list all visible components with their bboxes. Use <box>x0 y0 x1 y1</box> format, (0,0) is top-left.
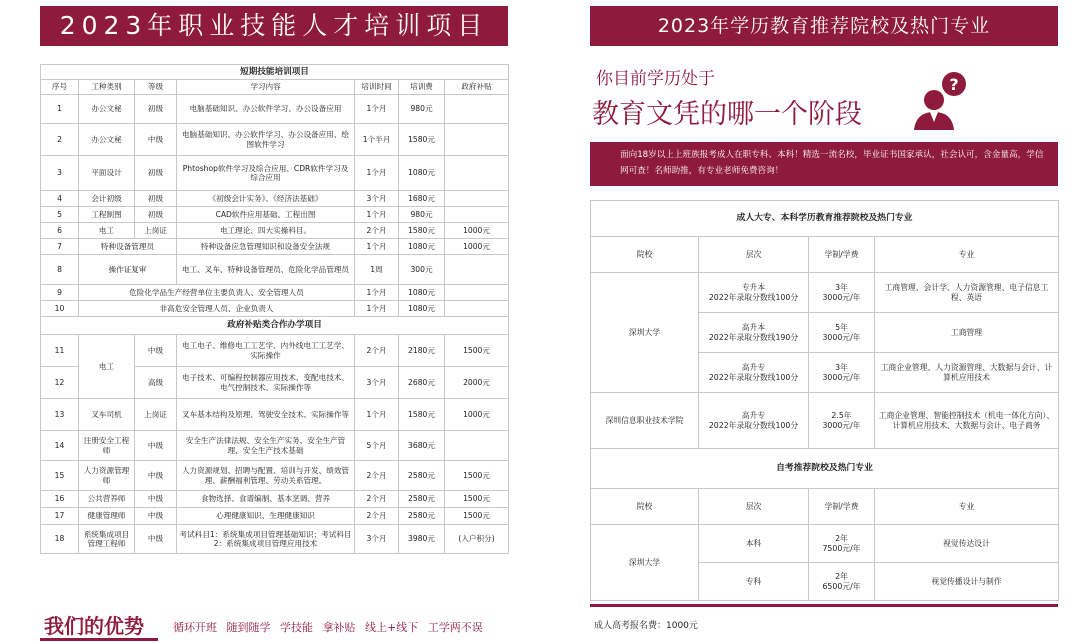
table-row <box>41 95 509 124</box>
table-cell: 5 <box>41 207 79 223</box>
table-cell: Phtoshop软件学习及综合应用、CDR软件学习及综合应用 <box>177 156 355 191</box>
table-cell: 2个月 <box>355 461 399 491</box>
table-header-row <box>591 237 1059 273</box>
table-cell: 1个半月 <box>355 124 399 156</box>
table-cell: 1个月 <box>355 207 399 223</box>
table-cell: 操作证复审 <box>79 255 177 285</box>
table-cell: 电工电子、维修电工工艺学、内外线电工工艺学、实际操作 <box>177 335 355 367</box>
table-row <box>41 431 509 461</box>
education-panel <box>590 6 1058 642</box>
table-cell: 1个月 <box>355 239 399 255</box>
header-cell: 院校 <box>591 489 699 525</box>
registration-fee-note: 成人高考报名费：1000元 <box>594 621 698 631</box>
svg-text:?: ? <box>949 75 959 94</box>
table-cell: 非高危安全管理人员、企业负责人 <box>79 301 355 317</box>
major-cell: 视觉传达设计 <box>875 525 1059 563</box>
table-cell: 3个月 <box>355 367 399 399</box>
major-cell: 工商管理 <box>875 313 1059 353</box>
table-header-row <box>591 489 1059 525</box>
table-cell: 电脑基础知识、办公软件学习、办公设备应用、绘图软件学习 <box>177 124 355 156</box>
table-cell: 1周 <box>355 255 399 285</box>
intro-banner: 面向18岁以上上班族报考成人在职专科、本科！精选一流名校，毕业证书国家承认，社会认可，含金量高，学信网可查！名师助推，有专业老师免费咨询！ <box>590 142 1058 186</box>
table-cell: CAD软件应用基础、工程出图 <box>177 207 355 223</box>
fee-cell: 2年 6500元/年 <box>809 563 875 601</box>
table-cell: 2个月 <box>355 223 399 239</box>
table-cell: 1000元 <box>445 399 509 431</box>
table-cell: 6 <box>41 223 79 239</box>
person-question-icon <box>912 70 972 132</box>
table-cell: 1080元 <box>399 156 445 191</box>
table-cell: 危险化学品生产经营单位主要负责人、安全管理人员 <box>79 285 355 301</box>
school-cell: 深圳信息职业技术学院 <box>591 393 699 449</box>
table-cell: 2180元 <box>399 335 445 367</box>
table-cell: 中级 <box>135 461 177 491</box>
table-cell: 中级 <box>135 508 177 525</box>
table-row <box>41 461 509 491</box>
table-cell: 电脑基础知识、办公软件学习、办公设备应用 <box>177 95 355 124</box>
table-row <box>591 273 1059 313</box>
table-cell: 1个月 <box>355 285 399 301</box>
table-cell: 3个月 <box>355 191 399 207</box>
table-cell: 初级 <box>135 191 177 207</box>
header-cell: 序号 <box>41 80 79 95</box>
table-cell: 中级 <box>135 491 177 508</box>
level-cell: 高升本 2022年录取分数线190分 <box>699 313 809 353</box>
table-row <box>41 191 509 207</box>
table-cell: 4 <box>41 191 79 207</box>
table-cell: 公共营养师 <box>79 491 135 508</box>
header-cell: 培训费 <box>399 80 445 95</box>
table-cell: 办公文秘 <box>79 124 135 156</box>
table-cell: 1个月 <box>355 95 399 124</box>
table-row <box>41 156 509 191</box>
table-cell: 1500元 <box>445 508 509 525</box>
advantages-bar <box>40 610 508 642</box>
table-cell: 中级 <box>135 124 177 156</box>
table-cell: 中级 <box>135 431 177 461</box>
table-cell: 2580元 <box>399 508 445 525</box>
section-title-subsidy: 政府补贴类合作办学项目 <box>41 317 509 335</box>
table-cell: 300元 <box>399 255 445 285</box>
table-cell <box>445 95 509 124</box>
fee-cell: 2.5年 3000元/年 <box>809 393 875 449</box>
table-row <box>41 285 509 301</box>
table-cell: 16 <box>41 491 79 508</box>
table-cell: 2580元 <box>399 461 445 491</box>
section-header-row <box>591 449 1059 489</box>
table-cell: 1个月 <box>355 301 399 317</box>
table-cell <box>445 191 509 207</box>
table-cell: 上岗证 <box>135 223 177 239</box>
table-row <box>41 525 509 554</box>
table-cell: 1680元 <box>399 191 445 207</box>
section-title-adult: 成人大专、本科学历教育推荐院校及热门专业 <box>591 201 1059 237</box>
table-cell: 考试科目1：系统集成项目管理基础知识；考试科目2：系统集成项目管理应用技术 <box>177 525 355 554</box>
table-cell: 980元 <box>399 95 445 124</box>
major-cell: 工商管理、会计学、人力资源管理、电子信息工程、英语 <box>875 273 1059 313</box>
table-cell <box>445 207 509 223</box>
education-banner-title: 2023年学历教育推荐院校及热门专业 <box>590 6 1058 46</box>
table-cell: 1500元 <box>445 491 509 508</box>
table-cell: 《初级会计实务》、《经济法基础》 <box>177 191 355 207</box>
fee-cell: 5年 3000元/年 <box>809 313 875 353</box>
table-row <box>41 239 509 255</box>
table-cell: 1000元 <box>445 239 509 255</box>
table-cell: 电子技术、可编程控制器应用技术、变配电技术、电气控制技术、实际操作等 <box>177 367 355 399</box>
table-cell: 特种设备应急管理知识和设备安全法规 <box>177 239 355 255</box>
vocational-training-panel <box>40 6 508 642</box>
table-cell: 2个月 <box>355 491 399 508</box>
table-cell: 2个月 <box>355 508 399 525</box>
table-cell: 初级 <box>135 95 177 124</box>
table-cell: 1080元 <box>399 301 445 317</box>
level-cell: 专科 <box>699 563 809 601</box>
table-row <box>41 335 509 367</box>
table-cell: 1500元 <box>445 335 509 367</box>
table-cell: 叉车司机 <box>79 399 135 431</box>
major-cell: 工商企业管理、人力资源管理、大数据与会计、计算机应用技术 <box>875 353 1059 393</box>
divider-rule <box>590 604 1058 607</box>
table-row <box>41 491 509 508</box>
table-cell: 1080元 <box>399 285 445 301</box>
table-cell: 9 <box>41 285 79 301</box>
table-cell: 2680元 <box>399 367 445 399</box>
table-cell <box>445 431 509 461</box>
table-cell: 注册安全工程师 <box>79 431 135 461</box>
section-title-short-term: 短期技能培训项目 <box>41 65 509 80</box>
table-cell: 办公文秘 <box>79 95 135 124</box>
table-cell: 高级 <box>135 367 177 399</box>
fee-cell: 3年 3000元/年 <box>809 273 875 313</box>
table-cell: (入户积分) <box>445 525 509 554</box>
table-cell: 11 <box>41 335 79 367</box>
table-cell: 安全生产法律法规、安全生产实务、安全生产管理、安全生产技术基础 <box>177 431 355 461</box>
table-cell: 15 <box>41 461 79 491</box>
table-cell: 健康管理师 <box>79 508 135 525</box>
table-row <box>41 301 509 317</box>
table-cell: 3 <box>41 156 79 191</box>
level-cell: 专升本 2022年录取分数线100分 <box>699 273 809 313</box>
table-cell: 1080元 <box>399 239 445 255</box>
table-cell: 初级 <box>135 156 177 191</box>
table-cell: 中级 <box>135 335 177 367</box>
table-row <box>41 207 509 223</box>
table-cell: 电工理论、四大实操科目。 <box>177 223 355 239</box>
table-cell: 12 <box>41 367 79 399</box>
header-cell: 专业 <box>875 489 1059 525</box>
header-cell: 政府补贴 <box>445 80 509 95</box>
table-row <box>41 399 509 431</box>
table-cell: 食物选择、食谱编制、基本烹调、营养 <box>177 491 355 508</box>
header-cell: 学制/学费 <box>809 237 875 273</box>
table-row <box>41 124 509 156</box>
level-cell: 高升专 2022年录取分数线100分 <box>699 393 809 449</box>
table-cell: 心理健康知识、生理健康知识 <box>177 508 355 525</box>
table-cell: 1580元 <box>399 124 445 156</box>
table-cell: 3980元 <box>399 525 445 554</box>
table-cell: 1 <box>41 95 79 124</box>
table-cell: 会计初级 <box>79 191 135 207</box>
table-cell: 8 <box>41 255 79 285</box>
table-cell: 1000元 <box>445 223 509 239</box>
table-header-row <box>41 80 509 95</box>
table-cell: 中级 <box>135 525 177 554</box>
table-cell: 人力资源规划、招聘与配置、培训与开发、绩效管理、薪酬福利管理、劳动关系管理。 <box>177 461 355 491</box>
fee-cell: 2年 7500元/年 <box>809 525 875 563</box>
table-cell <box>445 156 509 191</box>
advantages-underline <box>40 638 158 641</box>
table-cell <box>445 124 509 156</box>
table-cell: 1580元 <box>399 399 445 431</box>
table-cell: 18 <box>41 525 79 554</box>
table-row <box>41 255 509 285</box>
level-cell: 本科 <box>699 525 809 563</box>
table-cell: 2 <box>41 124 79 156</box>
table-cell: 人力资源管理师 <box>79 461 135 491</box>
table-cell: 2个月 <box>355 335 399 367</box>
header-cell: 工种类别 <box>79 80 135 95</box>
header-cell: 层次 <box>699 237 809 273</box>
table-cell: 平面设计 <box>79 156 135 191</box>
table-cell: 1个月 <box>355 399 399 431</box>
section-header-row <box>591 201 1059 237</box>
question-line-2: 教育文凭的哪一个阶段 <box>592 99 862 130</box>
header-cell: 院校 <box>591 237 699 273</box>
table-cell: 电工 <box>79 223 135 239</box>
table-cell: 特种设备管理员 <box>79 239 177 255</box>
table-row <box>41 223 509 239</box>
table-row <box>591 393 1059 449</box>
table-cell: 上岗证 <box>135 399 177 431</box>
table-cell: 1个月 <box>355 156 399 191</box>
table-cell: 2000元 <box>445 367 509 399</box>
table-cell: 980元 <box>399 207 445 223</box>
advantages-text: 循环开班 随到随学 学技能 拿补贴 线上+线下 工学两不误 <box>173 621 483 634</box>
major-cell: 视觉传播设计与制作 <box>875 563 1059 601</box>
header-cell: 学制/学费 <box>809 489 875 525</box>
section-header-row <box>41 317 509 335</box>
advantages-title: 我们的优势 <box>44 614 144 638</box>
table-cell: 2580元 <box>399 491 445 508</box>
table-cell: 1580元 <box>399 223 445 239</box>
header-cell: 层次 <box>699 489 809 525</box>
table-cell: 10 <box>41 301 79 317</box>
table-cell: 叉车基本结构及原理、驾驶安全技术、实际操作等 <box>177 399 355 431</box>
table-cell: 3680元 <box>399 431 445 461</box>
section-title-self-study: 自考推荐院校及热门专业 <box>591 449 1059 489</box>
vocational-banner-title: 2023年职业技能人才培训项目 <box>40 6 508 46</box>
table-cell <box>445 255 509 285</box>
table-cell <box>445 285 509 301</box>
question-line-1: 你目前学历处于 <box>596 69 715 89</box>
header-cell: 学习内容 <box>177 80 355 95</box>
vocational-training-table <box>40 64 509 554</box>
table-cell: 工程制图 <box>79 207 135 223</box>
table-cell: 7 <box>41 239 79 255</box>
header-cell: 专业 <box>875 237 1059 273</box>
table-cell: 系统集成项目管理工程师 <box>79 525 135 554</box>
table-cell: 3个月 <box>355 525 399 554</box>
level-cell: 高升专 2022年录取分数线100分 <box>699 353 809 393</box>
header-cell: 培训时间 <box>355 80 399 95</box>
table-cell: 1500元 <box>445 461 509 491</box>
table-cell: 电工 <box>79 335 135 399</box>
table-cell: 14 <box>41 431 79 461</box>
table-cell: 5个月 <box>355 431 399 461</box>
table-cell: 电工、叉车、特种设备管理员、危险化学品管理员 <box>177 255 355 285</box>
section-header-row <box>41 65 509 80</box>
school-cell: 深圳大学 <box>591 525 699 601</box>
school-cell: 深圳大学 <box>591 273 699 393</box>
table-cell: 初级 <box>135 207 177 223</box>
table-cell <box>445 301 509 317</box>
major-cell: 工商企业管理、智能控制技术（机电一体化方向）、计算机应用技术、大数据与会计、电子商务 <box>875 393 1059 449</box>
table-row <box>591 525 1059 563</box>
header-cell: 等级 <box>135 80 177 95</box>
table-row <box>41 508 509 525</box>
table-cell: 13 <box>41 399 79 431</box>
table-cell: 17 <box>41 508 79 525</box>
fee-cell: 3年 3000元/年 <box>809 353 875 393</box>
education-schools-table <box>590 200 1059 601</box>
